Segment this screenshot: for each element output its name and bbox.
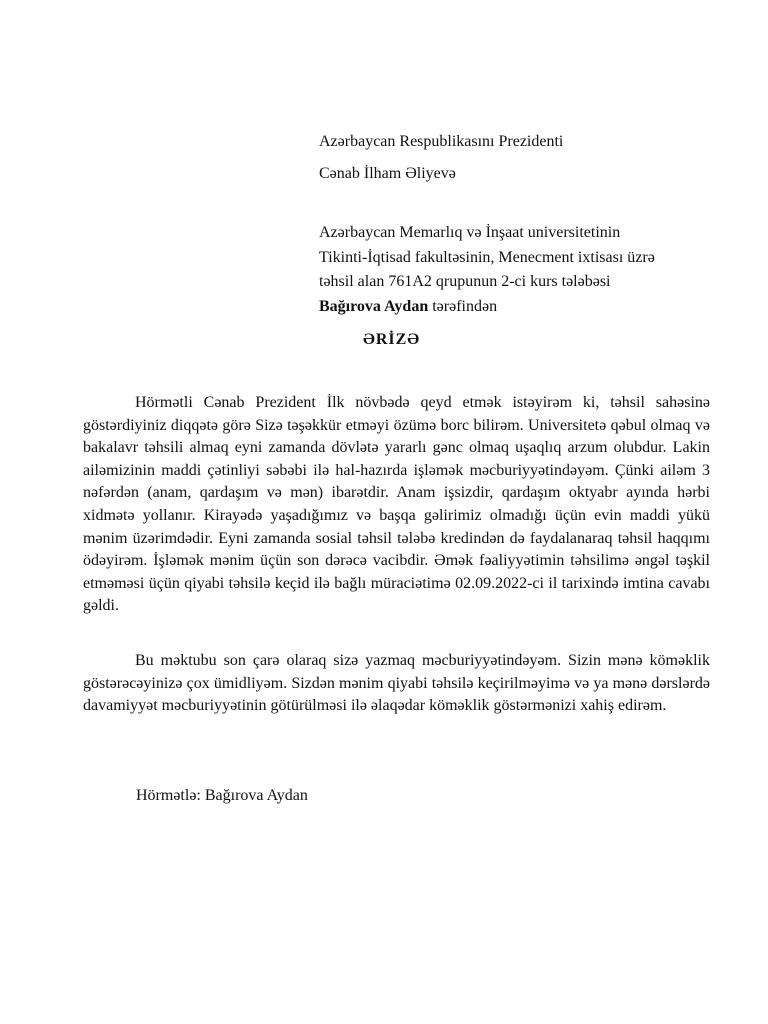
closing-signature: Hörmətlə: Bağırova Aydan	[136, 787, 308, 804]
body-paragraph-2: Bu məktubu son çarə olaraq sizə yazmaq məcburiyyətindəyəm. Sizin mənə köməklik göstərəcəyinizə çox ümidliyəm. Sizdən mənim qiyabi təhsilə keçirilməyimə və ya mənə dərslərdə davamiyyət məcburiyyətinin götürülməsi ilə əlaqədar köməklik göstərmənizi xahiş edirəm.	[83, 652, 710, 715]
sender-name: Bağırova Aydan	[319, 297, 429, 315]
addressee-line-2: Cənab İlham Əliyevə	[319, 165, 456, 182]
sender-line-4	[319, 295, 655, 320]
addressee-line-1: Azərbaycan Respublikasını Prezidenti	[319, 133, 564, 150]
sender-block	[319, 221, 655, 319]
sender-line-3: təhsil alan 761A2 qrupunun 2-ci kurs tələbəsi	[319, 273, 611, 290]
document-title: ƏRİZƏ	[363, 331, 421, 348]
sender-suffix: tərəfindən	[428, 297, 498, 315]
sender-line-1: Azərbaycan Memarlıq və İnşaat universitetinin	[319, 224, 621, 241]
sender-line-2: Tikinti-İqtisad fakultəsinin, Menecment ixtisası üzrə	[319, 248, 655, 266]
body-paragraph-1: Hörmətli Cənab Prezident İlk növbədə qeyd etmək istəyirəm ki, təhsil sahəsinə göstərdiyiniz diqqətə görə Sizə təşəkkür etməyi özümə borc bilirəm. Universitetə qəbul olmaq və bakalavr təhsili almaq eyni zamanda dövlətə yararlı gənc olmaq uşaqlıq arzum olubdur. Lakin ailəmizinin maddi çətinliyi səbəbi ilə hal-hazırda işləmək məcburiyyətindəyəm. Çünki ailəm 3 nəfərdən (anam, qardaşım və mən) ibarətdir. Anam işsizdir, qardaşım oktyabr ayında hərbi xidmətə yollanır. Kirayədə yaşadığımız və başqa gəlirimiz olmadığı üçün evin maddi yükü mənim üzərimdədir. Eyni zamanda sosial təhsil tələbə kredindən də faydalanaraq təhsil haqqımı ödəyirəm. İşləmək mənim üçün son dərəcə vacibdir. Əmək fəaliyyətimin təhsilimə əngəl təşkil etməməsi üçün qiyabi təhsilə keçid ilə bağlı müraciətimə 02.09.2022-ci il tarixində imtina cavabı gəldi.	[83, 394, 710, 615]
